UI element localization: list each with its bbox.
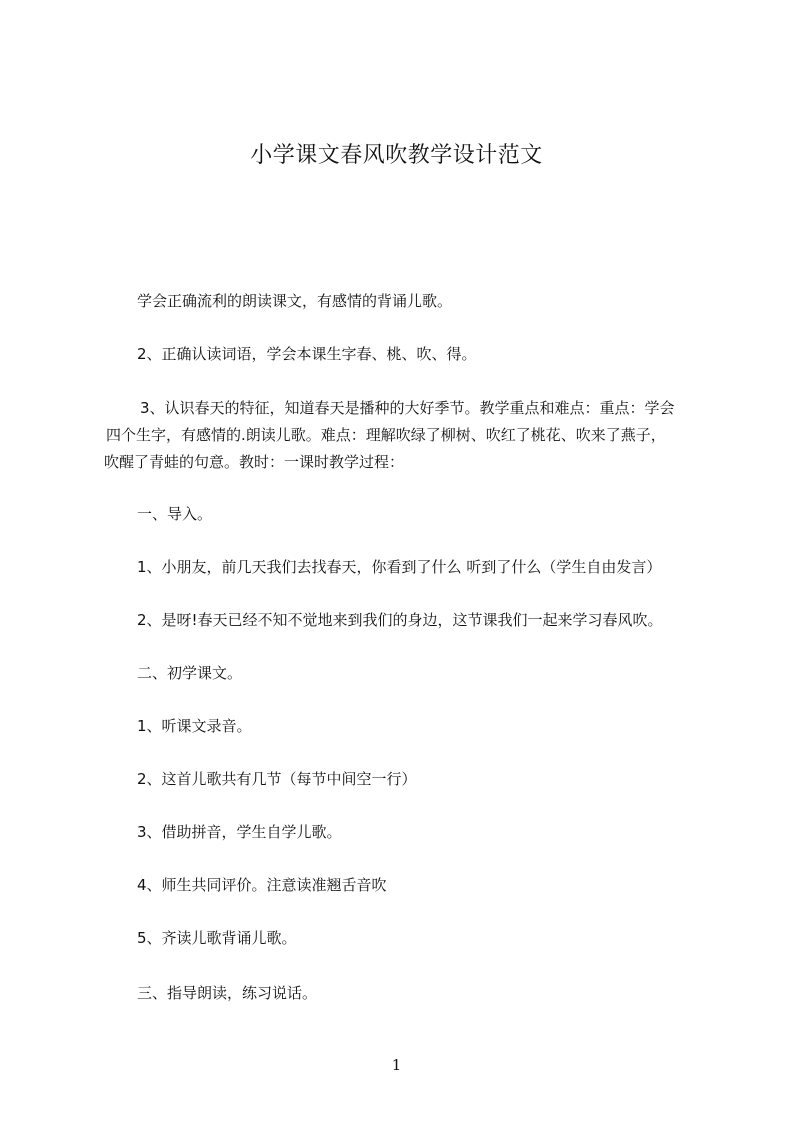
paragraph-objective-1: 学会正确流利的朗读课文，有感情的背诵儿歌。 (137, 292, 453, 310)
paragraph-study-5: 5、齐读儿歌背诵儿歌。 (137, 929, 297, 947)
paragraph-study-3: 3、借助拼音，学生自学儿歌。 (137, 823, 342, 841)
paragraph-line: 吹醒了青蛙的句意。教时：一课时教学过程： (104, 453, 405, 471)
paragraph-study-4: 4、师生共同评价。注意读准翘舌音吹 (137, 876, 387, 894)
section-heading-first-study: 二、初学课文。 (137, 664, 243, 682)
paragraph-intro-2: 2、是呀!春天已经不知不觉地来到我们的身边，这节课我们一起来学习春风吹。 (137, 611, 663, 629)
page-number: 1 (391, 1056, 402, 1074)
paragraph-line: 四个生字，有感情的.朗读儿歌。难点：理解吹绿了柳树、吹红了桃花、吹来了燕子， (106, 426, 666, 444)
paragraph-study-2: 2、这首儿歌共有几节（每节中间空一行） (137, 770, 417, 788)
section-heading-intro: 一、导入。 (137, 505, 213, 523)
paragraph-objective-2: 2、正确认读词语，学会本课生字春、桃、吹、得。 (137, 345, 477, 363)
section-heading-reading-guidance: 三、指导朗读，练习说话。 (137, 984, 318, 1002)
paragraph-line: 3、认识春天的特征，知道春天是播种的大好季节。教学重点和难点：重点：学会 (140, 399, 675, 417)
document-title: 小学课文春风吹教学设计范文 (250, 143, 543, 168)
paragraph-objective-3 (104, 395, 704, 476)
paragraph-study-1: 1、听课文录音。 (137, 717, 252, 735)
paragraph-intro-1: 1、小朋友，前几天我们去找春天，你看到了什么 听到了什么（学生自由发言） (137, 558, 662, 576)
